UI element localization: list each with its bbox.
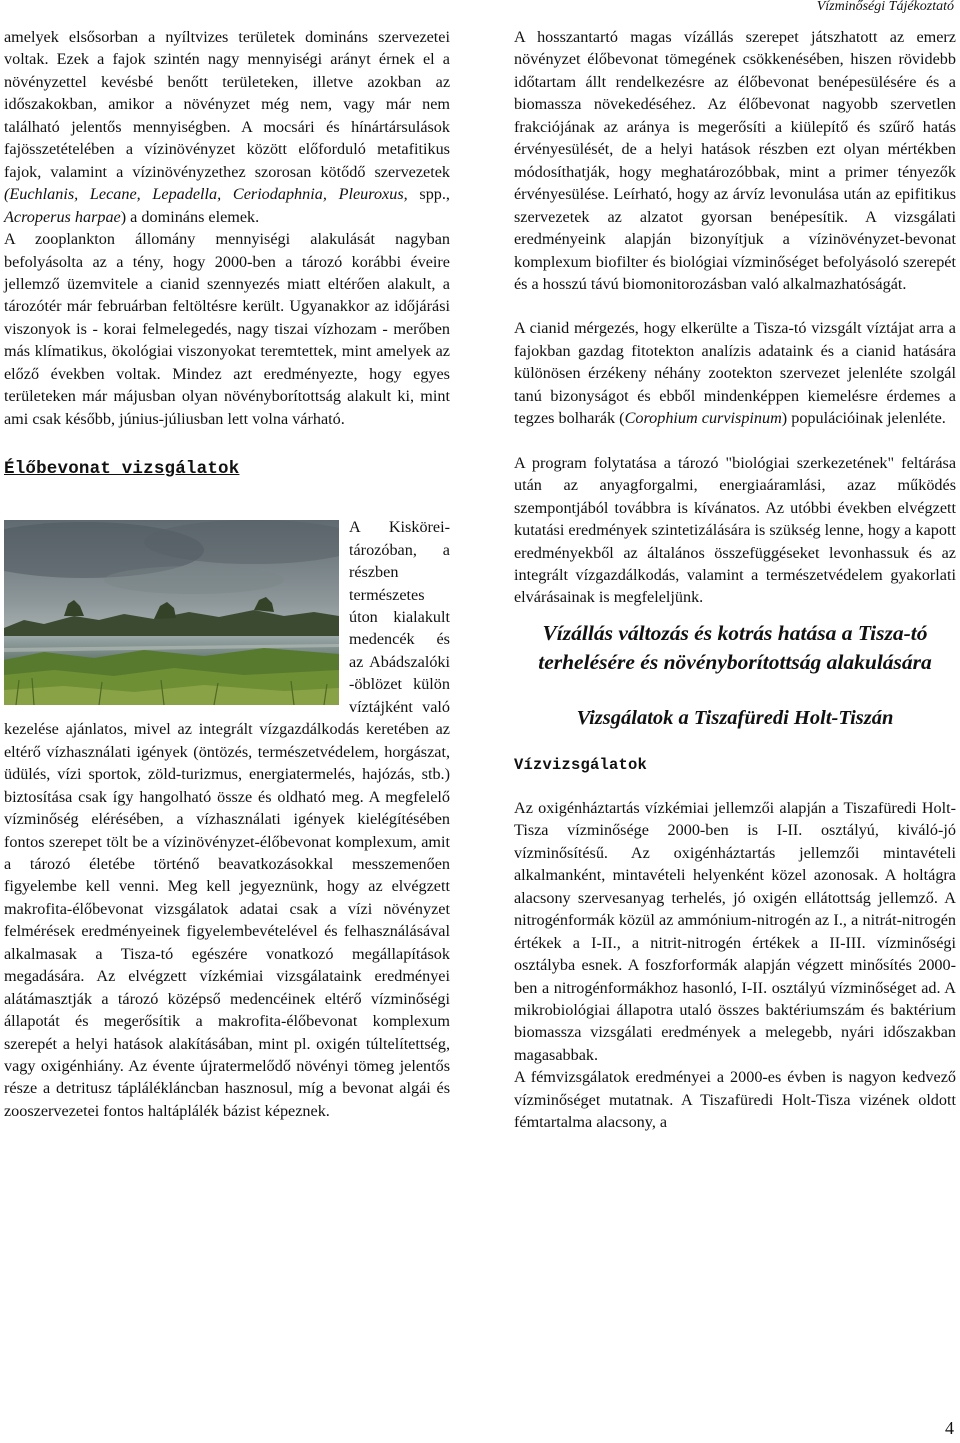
species-names: (Euchlanis, Lecane, Lepadella, Ceriodaphnia, Pleuroxus, xyxy=(4,185,408,204)
species-name: Acroperus harpae xyxy=(4,207,121,226)
paragraph-rotifers xyxy=(4,26,450,228)
section-heading-elobevonat: Élőbevonat vizsgálatok xyxy=(4,459,240,480)
paragraph-with-photo xyxy=(4,516,450,1122)
paragraph-oxigen: Az oxigénháztartás vízkémiai jellemzői alapján a Tiszafüredi Holt-Tisza vízminősége 2000-ben is I-II. osztályú, kiváló-jó vízminősítésű. Az oxigénháztartás jellemzői mintavételi alkalmanként, mintavételi helyenként közel azonosak. A holtágra alacsony szervesanyag terhelés, jó oxigén ellátottság jellemző. A nitrogénformák közül az ammónium-nitrogén az I., a nitrát-nitrogén értékek a I-II., a nitrit-nitrogén értékek a II-III. vízminőségi osztályba esnek. A foszforformák alapján végzett minősítés 2000-ben a nitrogénformákhoz hasonló, I-II. osztályú vízminőséget ad. A mikrobiológiai állapotra utaló összes baktériumszám és baktérium biomassza vizsgálati eredmények a melegebb, nyári időszakban magasabbak. xyxy=(514,798,956,1064)
species-name: Corophium curvispinum xyxy=(624,409,782,428)
running-header: Vízminőségi Tájékoztató xyxy=(816,0,954,14)
paragraph-text: ) populációinak jelenléte. xyxy=(781,409,946,428)
paragraph-emerz: A hosszantartó magas vízállás szerepet játszhatott az emerz növényzet élőbevonat tömegének csökkenésében, hiszen rövidebb időtartam állt rendelkezésre az élőbevonat benépesülésére és a biomassza növekedéséhez. Az élőbevonat nagyobb szervetlen frakciójának az aránya is megerősíti a kiülepítő és szűrő hatás érvényesülését, de a helyi hatások részben ezt olyan mértékben módosíthatják, hogy meghatározóbbak, mint a primer tényezők érvényesülése. Leírható, hogy az árvíz levonulása után az epifitikus szervezetek az alzatot gyorsan benépesítik. A vizsgálati eredményeink alapján bizonyítjuk a vízinövényzet-bevonat komplexum biofilter és biológiai vízminőséget befolyásoló szerepét és a hosszú távú biomonitorozásban való alkalmazhatóságát. xyxy=(514,28,956,293)
paragraph-text: ) a domináns elemek. xyxy=(120,207,260,226)
paragraph-kiskorei: A Kiskörei-tározóban, a részben természetes úton kialakult medencék és az Abádszalóki -öblözet külön víztájként való kezelése ajánlatos, mivel az integrált vízgazdálkodás keretében az eltérő vízhasználati igények (öntözés, természetvédelem, horgászat, üdülés, vízi sportok, zöld-turizmus, energiatermelés, hajózás, stb.) biztosítása csak így hangolható össze és oldható meg. A megfelelő vízminőség elérésében, a vízhasználati igények kielégítésében fontos szerepet tölt be a vízinövényzet-élőbevonat komplexum, amit a tározó életébe történő beavatkozásokkal messzemenően figyelembe kell venni. Meg kell jegyeznünk, hogy az elvégzett makrofita-élőbevonat vizsgálatok adatai csak a vízi növényzet felmérések eredményeinek figyelembevételével és felhasználásával alkalmasak a Tisza-tó egészére vonatkozó megállapítások megadására. Az elvégzett vízkémiai vizsgálataink eredményei alátámasztják a tározó középső medencéinek eltérő vízminőségi állapotát és megerősítik a makrofita-élőbevonat komplexum szerepét a helyi hatások alakításában, mint pl. oxigén túltelítettség, vagy oxigénhiány. Az évente újratermelődő növényi tömeg jelentős része a detritusz táplálékláncban hasznosul, míg a bevonat algái és zooszervezetei fontos haltáplálék bázist képeznek. xyxy=(4,518,450,1120)
wetland-photo xyxy=(4,520,339,705)
paragraph-program: A program folytatása a tározó "biológiai szerkezetének" feltárása után az anyagforgalmi, energiaáramlási, azaz működés szempontjából továbbra is kívánatos. Az utóbbi években elvégzett kutatási eredmények szintetizálására is szükség lenne, hogy a kapott eredményekből az általános összefüggéseket levonhassuk és az integrált vízgazdálkodás, valamint a természetvédelem gyakorlati elvárásainak is megfeleljünk. xyxy=(514,453,956,607)
article-title: Vízállás változás és kotrás hatása a Tisza-tó terhelésére és növényborítottság alakulására xyxy=(538,620,932,674)
paragraph-text: A cianid mérgezés, hogy elkerülte a Tisza-tó vizsgált víztájat arra a fajokban gazdag fitotekton analízis adataink és a cianid hatására különösen érzékeny néhány zootekton szervezet jelenléte szolgál tanú bizonyságot és ebből mindenképpen kiemelésre érdemes a tegzes bolharák ( xyxy=(514,319,956,428)
section-heading-vizvizsgalatok: Vízvizsgálatok xyxy=(514,755,648,774)
left-column xyxy=(4,26,450,1122)
paragraph-fem: A fémvizsgálatok eredményei a 2000-es évben is nagyon kedvező vízminőséget mutatnak. A Tiszafüredi Holt-Tisza vizének oldott fémtartalma alacsony, a xyxy=(514,1068,956,1132)
right-column xyxy=(514,26,956,1134)
paragraph-cianid xyxy=(514,317,956,429)
paragraph-text: amelyek elsősorban a nyíltvizes területek domináns szervezetei voltak. Ezek a fajok szintén nagy mennyiségi arányt érnek el a növényzettel kevésbé benőtt területeken, illetve azokban az időszakokban, amikor a növényzet még nem, vagy már nem található jelentős mennyiségben. A mocsári és hínártársulások fajösszetételében a vízinövényzet között előforduló metafitikus fajok, valamint a vízinövényzethez szorosan kötődő szervezetek xyxy=(4,28,450,181)
paragraph-zooplankton: A zooplankton állomány mennyiségi alakulását nagyban befolyásolta az a tény, hogy 2000-ben a tározó korábbi éveire jellemző üzemvitele a cianid szennyezés miatt eltérően alakult, a tározótér már februárban feltöltésre került. Ugyanakkor az időjárási viszonyok is - korai felmelegedés, nagy tiszai vízhozam - merőben más klímatikus, ökológiai viszonyokat teremtettek, mint amelyek az előző években voltak. Mindez azt eredményezte, hogy egyes területeken már májusban olyan növényborítottság alakult ki, mint ami csak később, június-júliusban lett volna várható. xyxy=(4,230,450,428)
paragraph-text: spp., xyxy=(407,185,450,204)
page-number: 4 xyxy=(945,1418,954,1438)
article-subtitle: Vizsgálatok a Tiszafüredi Holt-Tiszán xyxy=(576,706,894,729)
